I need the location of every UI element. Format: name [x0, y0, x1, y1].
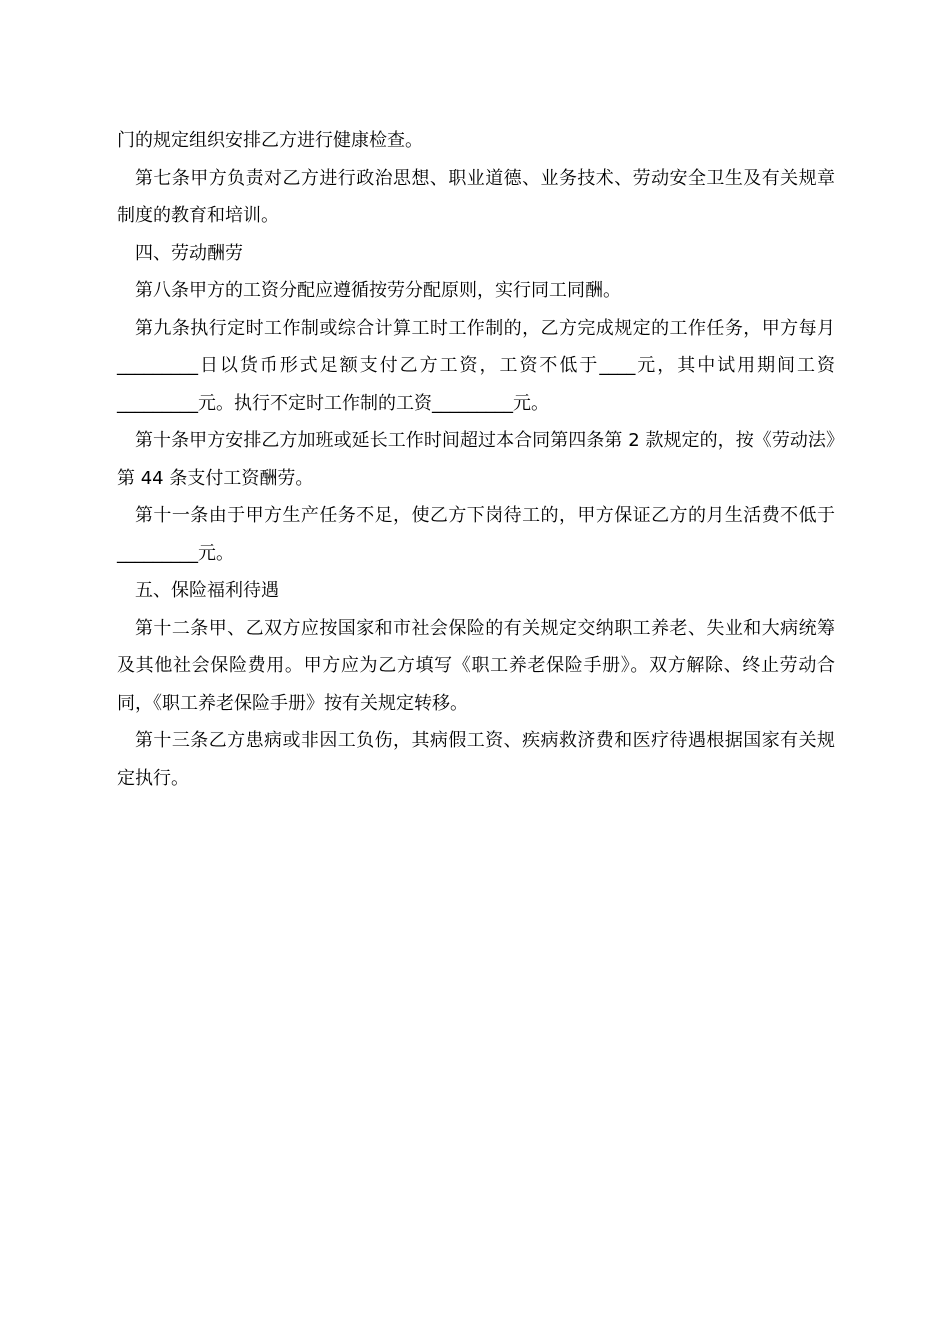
article-13: 第十三条乙方患病或非因工负伤，其病假工资、疾病救济费和医疗待遇根据国家有关规定执行。: [117, 730, 835, 789]
article-9: 第九条执行定时工作制或综合计算工时工作制的，乙方完成规定的工作任务，甲方每月_________日以货币形式足额支付乙方工资，工资不低于____元，其中试用期间工资_________元。执行不定时工作制的工资_________元。: [117, 317, 835, 414]
section-heading-4: 四、劳动酬劳: [135, 242, 243, 264]
article-8: 第八条甲方的工资分配应遵循按劳分配原则，实行同工同酬。: [135, 280, 621, 301]
article-7: 第七条甲方负责对乙方进行政治思想、职业道德、业务技术、劳动安全卫生及有关规章制度的教育和培训。: [117, 167, 835, 226]
paragraph-continuation: 门的规定组织安排乙方进行健康检查。: [117, 130, 423, 151]
article-12: 第十二条甲、乙双方应按国家和市社会保险的有关规定交纳职工养老、失业和大病统筹及其他社会保险费用。甲方应为乙方填写《职工养老保险手册》。双方解除、终止劳动合同，《职工养老保险手册》按有关规定转移。: [117, 617, 835, 714]
section-heading-5: 五、保险福利待遇: [135, 580, 279, 601]
article-10: 第十条甲方安排乙方加班或延长工作时间超过本合同第四条第 2 款规定的，按《劳动法》第 44 条支付工资酬劳。: [117, 430, 835, 489]
article-11: 第十一条由于甲方生产任务不足，使乙方下岗待工的，甲方保证乙方的月生活费不低于_________元。: [117, 505, 835, 564]
document-page: [117, 122, 835, 797]
